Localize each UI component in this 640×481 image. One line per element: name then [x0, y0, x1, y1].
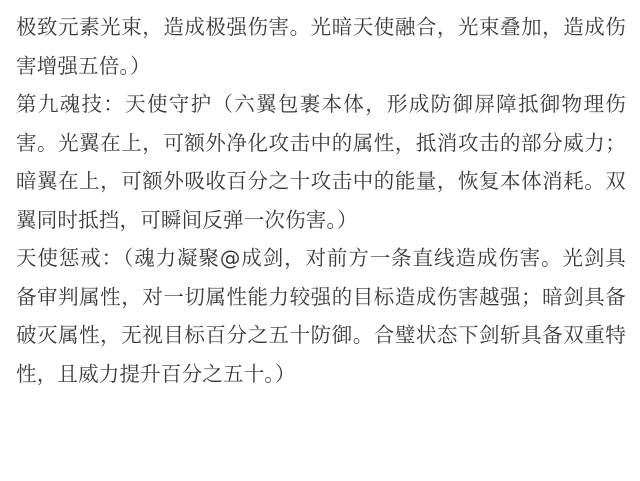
paragraph-2: 第九魂技：天使守护（六翼包裹本体，形成防御屏障抵御物理伤害。光翼在上，可额外净化攻击中的属性，抵消攻击的部分威力；暗翼在上，可额外吸收百分之十攻击中的能量，恢复本体消耗。双翼同时抵挡，可瞬间反弹一次伤害。）	[16, 92, 626, 232]
paragraph-1: 极致元素光束，造成极强伤害。光暗天使融合，光束叠加，造成伤害增强五倍。）	[16, 15, 626, 78]
paragraph-3: 天使惩戒：（魂力凝聚@成剑，对前方一条直线造成伤害。光剑具备审判属性，对一切属性能力较强的目标造成伤害越强；暗剑具备破灭属性，无视目标百分之五十防御。合璧状态下剑斩具备双重特性，且威力提升百分之五十。）	[16, 246, 626, 386]
